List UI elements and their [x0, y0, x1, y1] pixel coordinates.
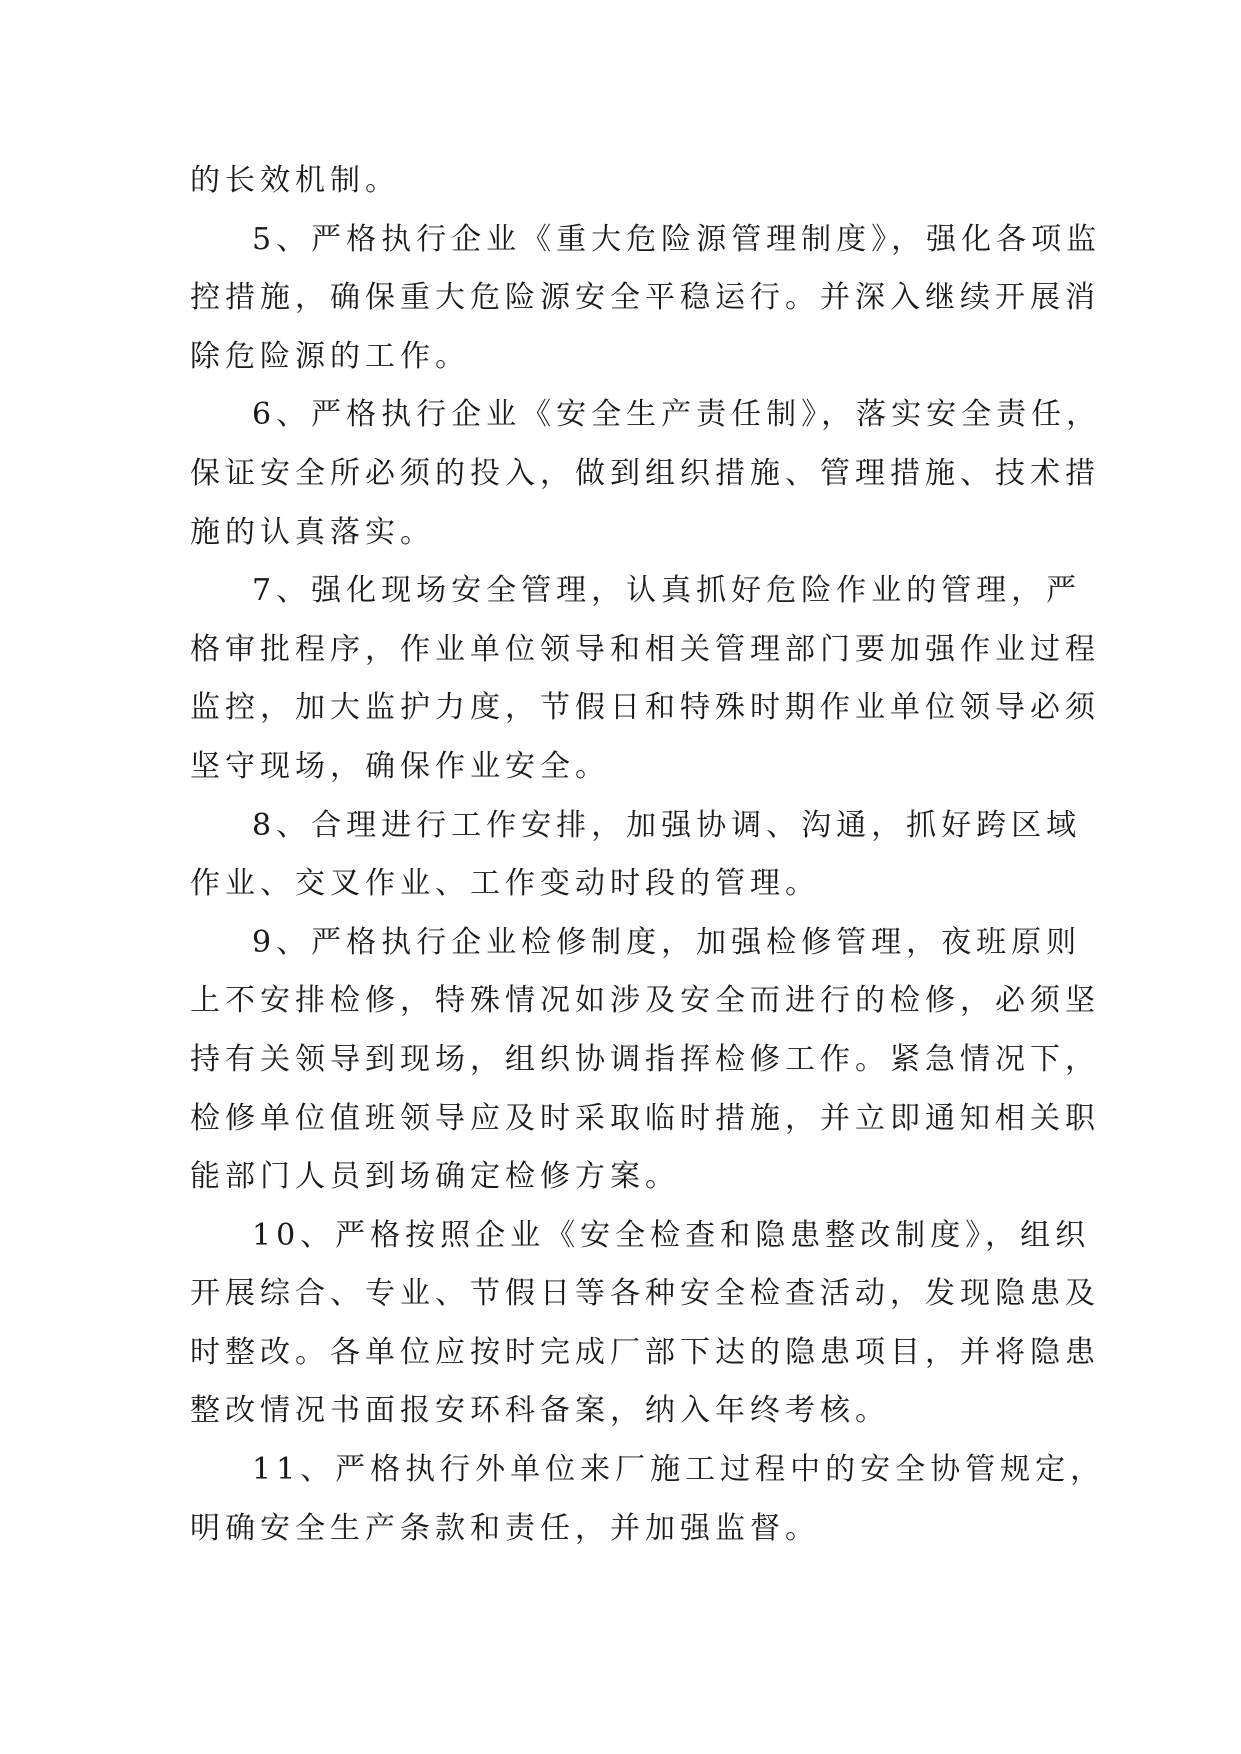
paragraph-line: 格审批程序，作业单位领导和相关管理部门要加强作业过程 [190, 631, 1100, 667]
paragraph-first-line: 10、严格按照企业《安全检查和隐患整改制度》，组织 [252, 1217, 1091, 1253]
paragraph-line: 开展综合、专业、节假日等各种安全检查活动，发现隐患及 [190, 1276, 1100, 1312]
paragraph-line: 上不安排检修，特殊情况如涉及安全而进行的检修，必须坚 [190, 983, 1100, 1019]
paragraph-line: 坚守现场，确保作业安全。 [190, 748, 610, 784]
paragraph-line: 整改情况书面报安环科备案，纳入年终考核。 [190, 1393, 890, 1429]
paragraph-first-line: 9、严格执行企业检修制度，加强检修管理，夜班原则 [252, 924, 1082, 960]
paragraph-first-line: 7、强化现场安全管理，认真抓好危险作业的管理，严 [252, 573, 1082, 609]
paragraph-line: 检修单位值班领导应及时采取临时措施，并立即通知相关职 [190, 1100, 1100, 1136]
paragraph-first-line: 8、合理进行工作安排，加强协调、沟通，抓好跨区域 [252, 807, 1082, 843]
paragraph-line: 能部门人员到场确定检修方案。 [190, 1159, 680, 1195]
document-body [190, 152, 1106, 1558]
paragraph-first-line: 6、严格执行企业《安全生产责任制》，落实安全责任， [252, 397, 1102, 433]
paragraph-line: 除危险源的工作。 [190, 338, 470, 374]
paragraph-line: 施的认真落实。 [190, 514, 435, 550]
paragraph-line: 时整改。各单位应按时完成厂部下达的隐患项目，并将隐患 [190, 1334, 1100, 1370]
paragraph-line: 保证安全所必须的投入，做到组织措施、管理措施、技术措 [190, 455, 1100, 491]
paragraph-line: 的长效机制。 [190, 163, 400, 198]
paragraph-first-line: 11、严格执行外单位来厂施工过程中的安全协管规定， [252, 1452, 1106, 1488]
paragraph-line: 监控，加大监护力度，节假日和特殊时期作业单位领导必须 [190, 690, 1100, 726]
paragraph-line: 控措施，确保重大危险源安全平稳运行。并深入继续开展消 [190, 280, 1100, 316]
paragraph-line: 持有关领导到现场，组织协调指挥检修工作。紧急情况下， [190, 1041, 1100, 1077]
paragraph-line: 作业、交叉作业、工作变动时段的管理。 [190, 866, 820, 902]
paragraph-first-line: 5、严格执行企业《重大危险源管理制度》，强化各项监 [252, 221, 1102, 257]
paragraph-line: 明确安全生产条款和责任，并加强监督。 [190, 1510, 820, 1546]
